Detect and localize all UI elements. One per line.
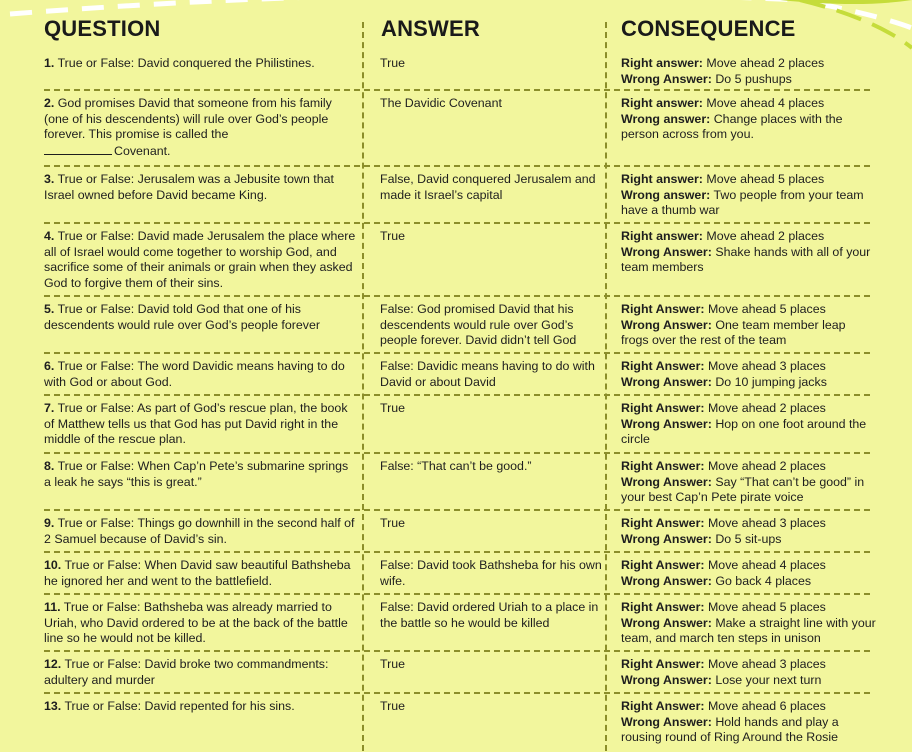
answer-cell: False: David took Bathsheba for his own wife.	[380, 558, 602, 588]
table-row	[44, 511, 870, 553]
header-consequence: CONSEQUENCE	[621, 16, 796, 41]
header-answer: ANSWER	[381, 16, 480, 41]
question-cell: 7. True or False: As part of God’s rescue plan, the book of Matthew tells us that God has put David right in the middle of the rescue plan.	[44, 401, 348, 447]
consequence-cell: Right answer: Move ahead 5 places Wrong answer: Two people from your team have a thumb war	[621, 172, 864, 218]
table-row	[44, 297, 870, 354]
question-cell: 4. True or False: David made Jerusalem the place where all of Israel would come together to worship God, and sacrifice some of their animals or grain when they asked God to forgive them of their sins.	[44, 229, 356, 290]
consequence-cell: Right Answer: Move ahead 5 places Wrong Answer: One team member leap frogs over the rest of the team	[621, 302, 846, 348]
consequence-cell: Right Answer: Move ahead 6 places Wrong Answer: Hold hands and play a rousing round of Ring Around the Rosie	[621, 699, 839, 745]
answer-cell: True	[380, 56, 406, 70]
table-row	[44, 396, 870, 454]
table-row	[44, 595, 876, 652]
consequence-cell: Right answer: Move ahead 2 places Wrong Answer: Shake hands with all of your team members	[621, 229, 871, 275]
consequence-cell: Right Answer: Move ahead 2 places Wrong Answer: Hop on one foot around the circle	[621, 401, 867, 447]
fill-in-blank	[44, 143, 112, 155]
question-cell: 10. True or False: When David saw beautiful Bathsheba he ignored her and went to the battlefield.	[44, 558, 351, 588]
answer-cell: False: God promised David that his descendents would rule over God’s people forever. David didn’t tell God	[380, 302, 577, 348]
question-cell: 6. True or False: The word Davidic means having to do with God or about God.	[44, 359, 345, 389]
answer-cell: False: Davidic means having to do with David or about David	[380, 359, 595, 389]
question-cell: 3. True or False: Jerusalem was a Jebusite town that Israel owned before David became King.	[44, 172, 334, 202]
consequence-cell: Right Answer: Move ahead 3 places Wrong Answer: Do 5 sit-ups	[621, 516, 826, 546]
table-row	[44, 652, 870, 694]
answer-cell: True	[380, 657, 406, 671]
question-cell: 5. True or False: David told God that one of his descendents would rule over God’s people forever	[44, 302, 320, 332]
quiz-table	[44, 56, 876, 752]
answer-cell: The Davidic Covenant	[380, 96, 502, 110]
table-row	[44, 167, 870, 224]
question-cell: 13. True or False: David repented for his sins.	[44, 699, 295, 713]
consequence-cell: Right Answer: Move ahead 2 places Wrong Answer: Say “That can’t be good” in your best Cap’n Pete pirate voice	[621, 459, 865, 505]
question-cell: 9. True or False: Things go downhill in the second half of 2 Samuel because of David’s sin.	[44, 516, 355, 546]
consequence-cell: Right Answer: Move ahead 3 places Wrong Answer: Lose your next turn	[621, 657, 826, 687]
table-row	[44, 553, 870, 595]
question-cell: 2. God promises David that someone from his family (one of his descendents) will rule over God’s people forever. This promise is called the Covenant.	[44, 96, 332, 158]
question-cell: 1. True or False: David conquered the Philistines.	[44, 56, 315, 70]
table-row	[44, 354, 870, 396]
question-cell: 12. True or False: David broke two commandments: adultery and murder	[44, 657, 329, 687]
header-question: QUESTION	[44, 16, 161, 41]
table-row	[44, 56, 870, 91]
table-row	[44, 454, 870, 511]
answer-cell: True	[380, 516, 406, 530]
answer-cell: False: “That can’t be good.”	[380, 459, 532, 473]
table-row	[44, 91, 870, 167]
consequence-cell: Right Answer: Move ahead 3 places Wrong Answer: Do 10 jumping jacks	[621, 359, 827, 389]
question-cell: 11. True or False: Bathsheba was already married to Uriah, who David ordered to be at the back of the battle line so he would not be killed.	[44, 600, 348, 646]
consequence-cell: Right answer: Move ahead 4 places Wrong answer: Change places with the person across from you.	[621, 96, 843, 142]
answer-cell: True	[380, 699, 406, 713]
consequence-cell: Right answer: Move ahead 2 places Wrong Answer: Do 5 pushups	[621, 56, 825, 86]
question-cell: 8. True or False: When Cap’n Pete’s submarine springs a leak he says “this is great.”	[44, 459, 349, 489]
table-row	[44, 694, 870, 752]
table-row	[44, 224, 870, 297]
consequence-cell: Right Answer: Move ahead 4 places Wrong Answer: Go back 4 places	[621, 558, 826, 588]
answer-cell: True	[380, 229, 406, 243]
answer-cell: True	[380, 401, 406, 415]
consequence-cell: Right Answer: Move ahead 5 places Wrong Answer: Make a straight line with your team, and march ten steps in unison	[621, 600, 876, 646]
answer-cell: False, David conquered Jerusalem and made it Israel’s capital	[380, 172, 596, 202]
answer-cell: False: David ordered Uriah to a place in the battle so he would be killed	[380, 600, 599, 630]
